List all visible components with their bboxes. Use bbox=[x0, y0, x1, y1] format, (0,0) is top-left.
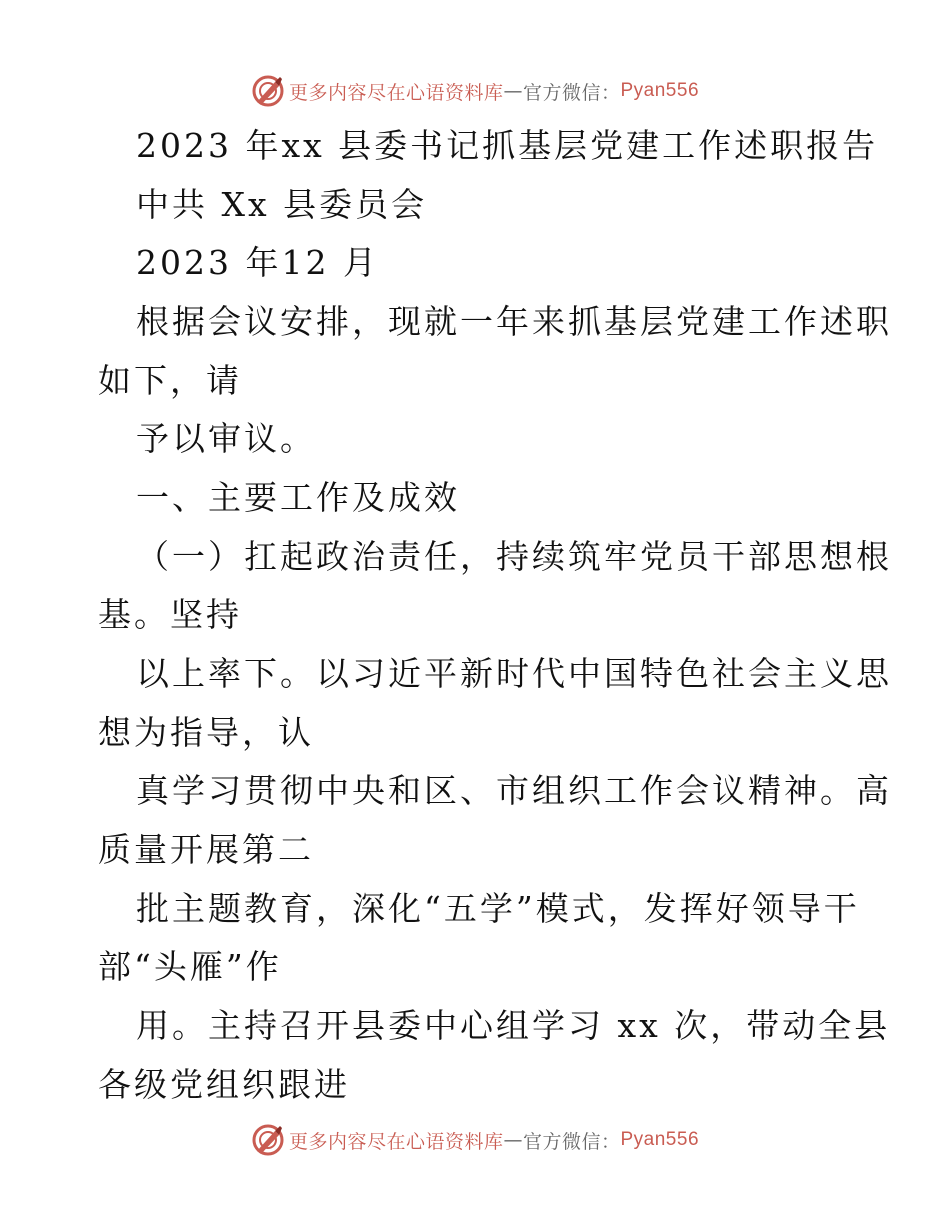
watermark-wechat-id: Pyan556 bbox=[620, 1129, 700, 1150]
section-heading: 一、主要工作及成效 bbox=[136, 478, 460, 517]
text-line: 用。主持召开县委中心组学习 xx 次，带动全县 bbox=[136, 1006, 891, 1045]
text-line: 部“头雁”作 bbox=[98, 947, 282, 986]
header-watermark bbox=[0, 71, 950, 111]
text-line: 根据会议安排，现就一年来抓基层党建工作述职 bbox=[136, 302, 892, 341]
document-date: 2023 年12 月 bbox=[136, 243, 379, 282]
text-line: （一）扛起政治责任，持续筑牢党员干部思想根 bbox=[136, 537, 892, 576]
watermark-text: 更多内容尽在心语资料库 bbox=[288, 1130, 504, 1153]
footer-watermark bbox=[0, 1120, 950, 1160]
text-line: 批主题教育，深化“五学”模式，发挥好领导干 bbox=[136, 889, 860, 928]
watermark-wechat-id: Pyan556 bbox=[620, 80, 700, 101]
pen-seal-icon bbox=[251, 74, 285, 108]
text-line: 想为指导，认 bbox=[98, 713, 314, 752]
watermark-dash: — bbox=[503, 80, 523, 102]
document-issuer: 中共 Xx 县委员会 bbox=[136, 185, 428, 224]
watermark-text: 更多内容尽在心语资料库 bbox=[288, 81, 504, 104]
watermark-wechat-label: 官方微信： bbox=[522, 81, 621, 104]
text-line: 真学习贯彻中央和区、市组织工作会议精神。高 bbox=[136, 771, 892, 810]
text-line: 予以审议。 bbox=[136, 419, 316, 458]
watermark-dash: — bbox=[503, 1129, 523, 1151]
pen-seal-icon bbox=[251, 1123, 285, 1157]
text-line: 以上率下。以习近平新时代中国特色社会主义思 bbox=[136, 654, 892, 693]
text-line: 如下，请 bbox=[98, 361, 242, 400]
text-line: 基。坚持 bbox=[98, 595, 242, 634]
watermark-wechat-label: 官方微信： bbox=[522, 1130, 621, 1153]
text-line: 各级党组织跟进 bbox=[98, 1065, 350, 1104]
document-title: 2023 年xx 县委书记抓基层党建工作述职报告 bbox=[136, 126, 879, 165]
text-line: 质量开展第二 bbox=[98, 830, 314, 869]
